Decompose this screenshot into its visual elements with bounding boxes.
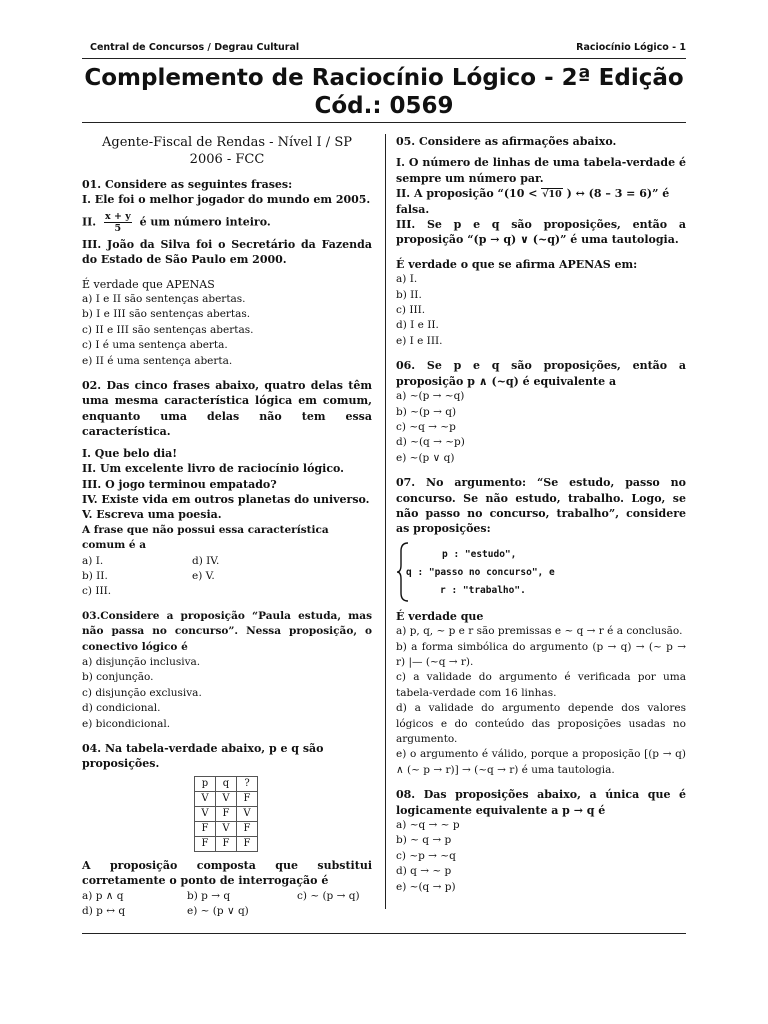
q02-options bbox=[82, 554, 372, 600]
q05-option-b: b) II. bbox=[396, 288, 422, 301]
q05-intro: 05. Considere as afirmações abaixo. bbox=[396, 135, 617, 148]
q08-intro: 08. Das proposições abaixo, a única que é logicamente equivalente a p → q é bbox=[396, 788, 686, 817]
q05-question: É verdade o que se afirma APENAS em: bbox=[396, 257, 638, 271]
truth-table-row bbox=[195, 776, 258, 791]
q07-option-c: c) a validade do argumento é verificada por uma tabela-verdade com 16 linhas. bbox=[396, 671, 686, 699]
q03-option-d: d) condicional. bbox=[82, 702, 161, 715]
q05-option-d: d) I e II. bbox=[396, 319, 439, 332]
q04-option-c: c) ~ (p → q) bbox=[297, 889, 360, 902]
q04-option-d: d) p ↔ q bbox=[82, 905, 126, 918]
square-root: √10 bbox=[542, 189, 562, 201]
q07-option-d: d) a validade do argumento depende dos valores lógicos e do conteúdo das proposições usadas no argumento. bbox=[396, 702, 686, 745]
truth-table-row bbox=[195, 806, 258, 821]
question-07 bbox=[396, 475, 686, 778]
question-08 bbox=[396, 787, 686, 895]
title-rule bbox=[82, 122, 686, 123]
q07-option-b: b) a forma simbólica do argumento (p → q) → (~ p → r) |— (~q → r). bbox=[396, 640, 686, 668]
q06-option-d: d) ~(q → ~p) bbox=[396, 436, 465, 449]
q03-intro: 03.Considere a proposição “Paula estuda, mas não passa no concurso”. Nessa proposição, o conectivo lógico é bbox=[82, 609, 372, 653]
question-02 bbox=[82, 378, 372, 600]
q04-question: A proposição composta que substitui corretamente o ponto de interrogação é bbox=[82, 858, 372, 888]
q03-option-e: e) bicondicional. bbox=[82, 717, 171, 730]
brace-r: r : "trabalho". bbox=[440, 584, 526, 596]
question-01 bbox=[82, 177, 372, 369]
truth-table-cell: V bbox=[216, 791, 237, 806]
header-right: Raciocínio Lógico - 1 bbox=[576, 42, 686, 53]
truth-table-cell: V bbox=[195, 791, 216, 806]
q02-question: A frase que não possui essa característica comum é a bbox=[82, 523, 329, 552]
q05-option-c: c) III. bbox=[396, 304, 426, 317]
footer-rule bbox=[82, 933, 686, 934]
title-line-1: Complemento de Raciocínio Lógico - 2ª Edição bbox=[84, 65, 684, 91]
q04-intro: 04. Na tabela-verdade abaixo, p e q são proposições. bbox=[82, 742, 324, 771]
q05-item-1: I. O número de linhas de uma tabela-verdade é sempre um número par. bbox=[396, 156, 686, 185]
right-column bbox=[396, 134, 686, 895]
q02-item-3: III. O jogo terminou empatado? bbox=[82, 477, 277, 491]
q07-intro: 07. No argumento: “Se estudo, passo no concurso. Se não estudo, trabalho. Logo, se não passo no concurso, trabalho”, considere as proposições: bbox=[396, 476, 686, 536]
page-title bbox=[0, 64, 768, 120]
q05-item-2-start: II. A proposição “(10 < bbox=[396, 187, 538, 201]
brace-p: p : "estudo", bbox=[442, 548, 517, 560]
q01-item-1: I. Ele foi o melhor jogador do mundo em 2005. bbox=[82, 193, 371, 207]
q06-intro: 06. Se p e q são proposições, então a proposição p ∧ (~q) é equivalente a bbox=[396, 359, 686, 388]
truth-table-cell: F bbox=[237, 791, 258, 806]
truth-table-cell: V bbox=[237, 806, 258, 821]
q05-option-a: a) I. bbox=[396, 273, 418, 286]
q07-option-e: e) o argumento é válido, porque a proposição [(p → q) ∧ (~ p → r)] → (~q → r) é uma tautologia. bbox=[396, 748, 686, 776]
q01-option-e: e) II é uma sentença aberta. bbox=[82, 354, 233, 367]
truth-table-cell: F bbox=[216, 836, 237, 851]
q02-item-5: V. Escreva uma poesia. bbox=[82, 508, 222, 522]
header-rule bbox=[82, 58, 686, 59]
q01-item-3: III. João da Silva foi o Secretário da Fazenda do Estado de São Paulo em 2000. bbox=[82, 237, 372, 267]
question-04 bbox=[82, 741, 372, 919]
q02-intro: 02. Das cinco frases abaixo, quatro delas têm uma mesma característica lógica em comum, enquanto uma delas não tem essa característica. bbox=[82, 379, 372, 439]
q08-option-a: a) ~q → ~ p bbox=[396, 819, 460, 832]
truth-table-cell: V bbox=[195, 806, 216, 821]
q07-question: É verdade que bbox=[396, 609, 484, 623]
q01-question: É verdade que APENAS bbox=[82, 277, 215, 291]
truth-table-cell: F bbox=[216, 806, 237, 821]
q05-option-e: e) I e III. bbox=[396, 334, 443, 347]
q01-item-2 bbox=[82, 211, 372, 234]
q01-item-2-prefix: II. bbox=[82, 215, 97, 229]
square-root-value: 10 bbox=[548, 189, 562, 201]
q01-option-a: a) I e II são sentenças abertas. bbox=[82, 293, 246, 306]
truth-table-cell: F bbox=[195, 821, 216, 836]
truth-table-cell: q bbox=[216, 776, 237, 791]
column-divider bbox=[385, 134, 386, 909]
left-column bbox=[82, 134, 372, 919]
running-header bbox=[82, 42, 686, 58]
q06-option-e: e) ~(p ∨ q) bbox=[396, 451, 455, 464]
q03-option-a: a) disjunção inclusiva. bbox=[82, 655, 201, 668]
truth-table-cell: ? bbox=[237, 776, 258, 791]
q08-option-b: b) ~ q → p bbox=[396, 834, 452, 847]
q01-option-d: c) I é uma sentença aberta. bbox=[82, 339, 228, 352]
title-line-2: Cód.: 0569 bbox=[314, 93, 454, 119]
q03-option-c: c) disjunção exclusiva. bbox=[82, 686, 202, 699]
truth-table-cell: F bbox=[237, 836, 258, 851]
q02-option-b: b) II. bbox=[82, 569, 108, 582]
q01-intro: 01. Considere as seguintes frases: bbox=[82, 178, 293, 191]
q04-option-e: e) ~ (p ∨ q) bbox=[187, 905, 249, 918]
exam-heading bbox=[82, 134, 372, 168]
exam-line-1: Agente-Fiscal de Rendas - Nível I / SP bbox=[102, 135, 352, 150]
q02-option-d: d) IV. bbox=[192, 554, 220, 567]
q02-option-e: e) V. bbox=[192, 569, 215, 582]
q05-item-2 bbox=[396, 186, 686, 217]
truth-table-row bbox=[195, 821, 258, 836]
fraction-denominator: 5 bbox=[114, 222, 122, 234]
truth-table-row bbox=[195, 791, 258, 806]
truth-table-cell: F bbox=[195, 836, 216, 851]
q07-option-a: a) p, q, ~ p e r são premissas e ~ q → r é a conclusão. bbox=[396, 625, 683, 638]
truth-table-cell: V bbox=[216, 821, 237, 836]
truth-table-cell: F bbox=[237, 821, 258, 836]
q02-option-a: a) I. bbox=[82, 554, 104, 567]
q08-option-e: e) ~(q → p) bbox=[396, 880, 456, 893]
q02-option-c: c) III. bbox=[82, 585, 112, 598]
truth-table-cell: p bbox=[195, 776, 216, 791]
q06-option-c: c) ~q → ~p bbox=[396, 420, 456, 433]
q04-options bbox=[82, 889, 372, 920]
q01-option-b: b) I e III são sentenças abertas. bbox=[82, 308, 251, 321]
brace-q: q : "passo no concurso", e bbox=[406, 566, 555, 578]
q08-option-d: d) q → ~ p bbox=[396, 865, 452, 878]
q06-option-b: b) ~(p → q) bbox=[396, 405, 457, 418]
truth-table-row bbox=[195, 836, 258, 851]
question-05 bbox=[396, 134, 686, 349]
q02-item-1: I. Que belo dia! bbox=[82, 446, 178, 460]
header-left: Central de Concursos / Degrau Cultural bbox=[90, 42, 300, 53]
q02-item-2: II. Um excelente livro de raciocínio lógico. bbox=[82, 462, 344, 476]
q06-option-a: a) ~(p → ~q) bbox=[396, 390, 465, 403]
q02-item-4: IV. Existe vida em outros planetas do universo. bbox=[82, 492, 370, 506]
q01-option-c: c) II e III são sentenças abertas. bbox=[82, 323, 254, 336]
question-03 bbox=[82, 609, 372, 732]
question-06 bbox=[396, 358, 686, 466]
proposition-brace bbox=[396, 541, 686, 603]
q05-item-2-end: ) ↔ (8 – 3 = 6)” é falsa. bbox=[396, 187, 670, 216]
q08-option-c: c) ~p → ~q bbox=[396, 849, 456, 862]
q05-item-3: III. Se p e q são proposições, então a proposição “(p → q) ∨ (~q)” é uma tautologia. bbox=[396, 218, 686, 247]
q04-option-a: a) p ∧ q bbox=[82, 889, 124, 902]
q04-option-b: b) p → q bbox=[187, 889, 231, 902]
fraction-numerator: x + y bbox=[104, 210, 131, 222]
truth-table bbox=[194, 776, 258, 852]
q01-item-2-suffix: é um número inteiro. bbox=[139, 215, 271, 229]
fraction bbox=[104, 211, 132, 234]
q03-option-b: b) conjunção. bbox=[82, 671, 154, 684]
exam-line-2: 2006 - FCC bbox=[189, 152, 265, 167]
